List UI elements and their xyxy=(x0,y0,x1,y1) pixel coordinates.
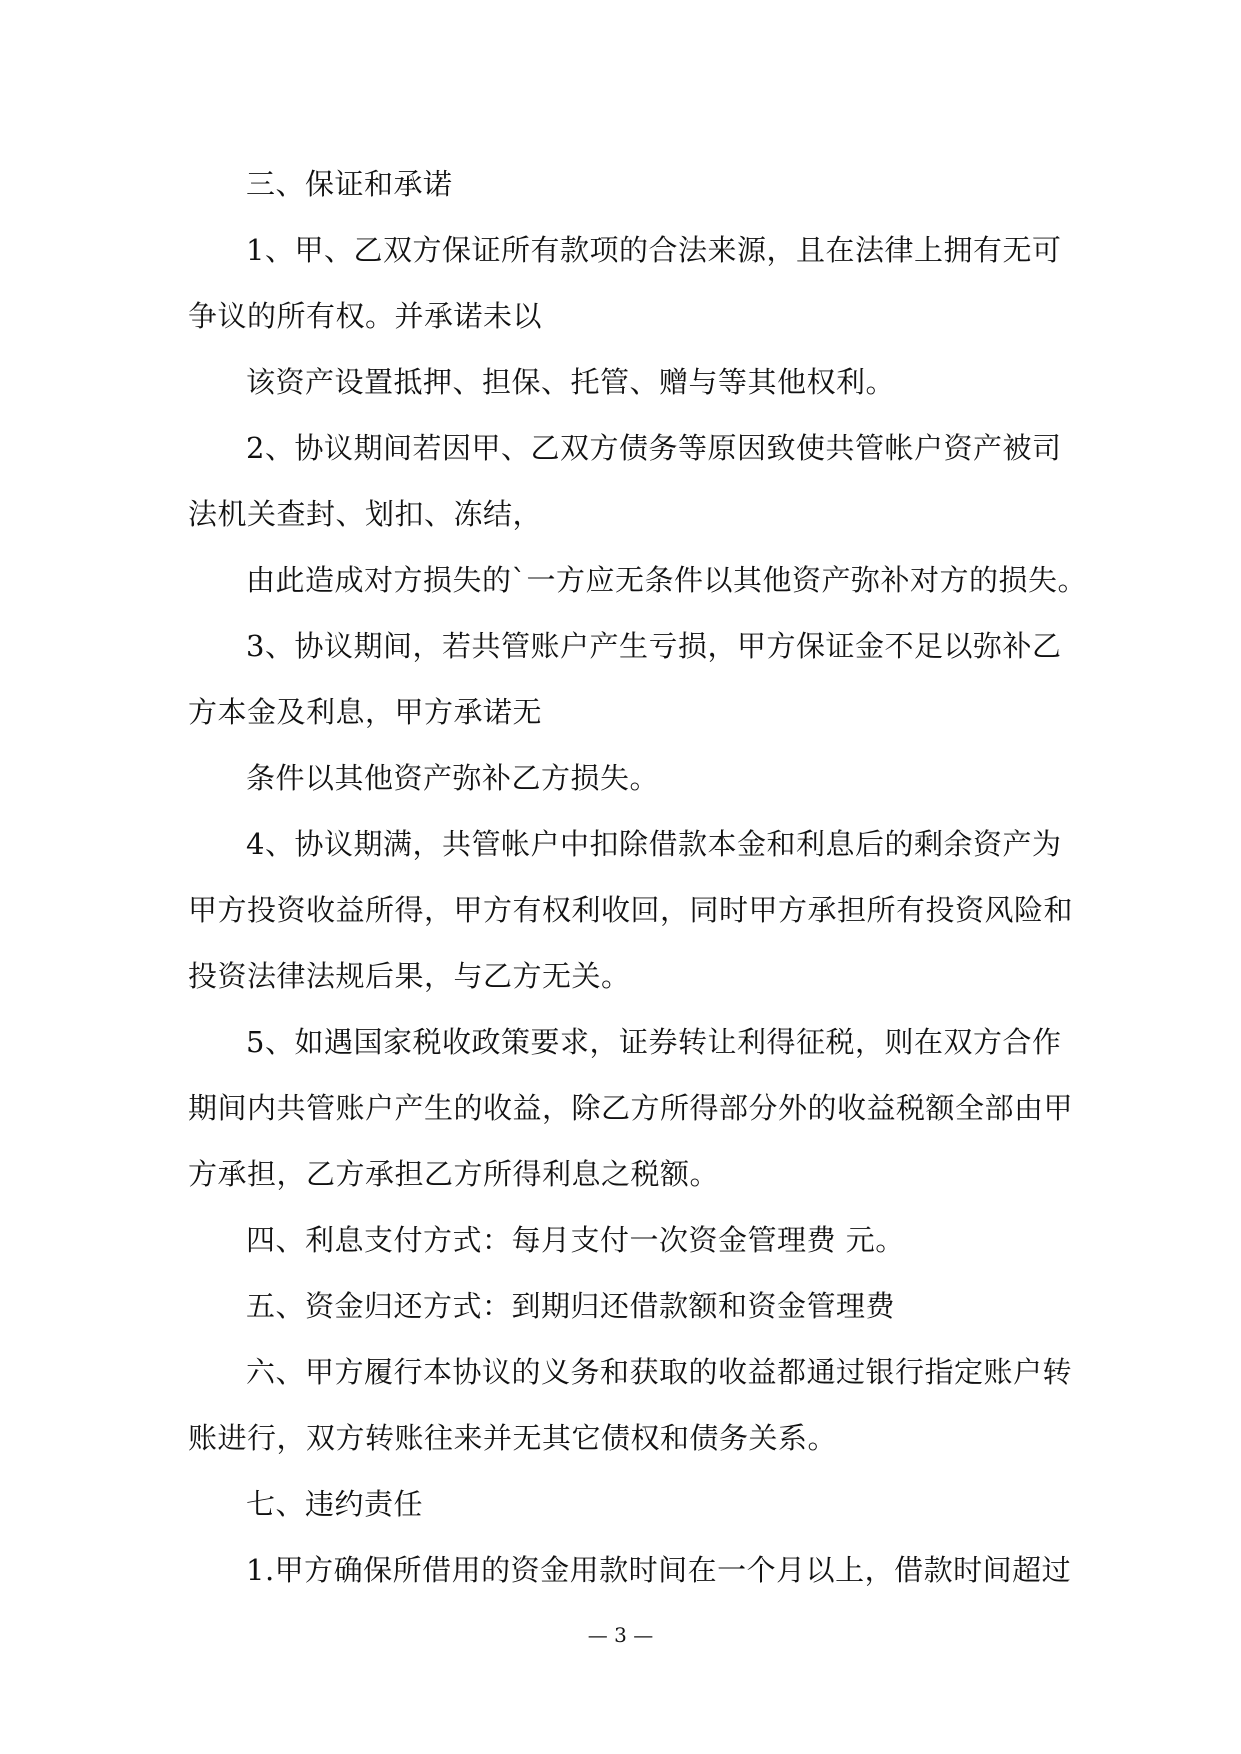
paragraph-line: 投资法律法规后果，与乙方无关。 xyxy=(188,959,631,993)
paragraph-line: 4、协议期满，共管帐户中扣除借款本金和利息后的剩余资产为 xyxy=(246,827,1062,861)
paragraph-line: 争议的所有权。并承诺未以 xyxy=(188,299,543,333)
paragraph-line: 1、甲、乙双方保证所有款项的合法来源，且在法律上拥有无可 xyxy=(246,233,1062,267)
paragraph-line: 5、如遇国家税收政策要求，证券转让利得征税，则在双方合作 xyxy=(246,1025,1062,1059)
section-heading: 三、保证和承诺 xyxy=(246,167,453,201)
section-heading: 七、违约责任 xyxy=(246,1487,424,1521)
paragraph-line: 账进行，双方转账往来并无其它债权和债务关系。 xyxy=(188,1421,838,1455)
paragraph-line: 2、协议期间若因甲、乙双方债务等原因致使共管帐户资产被司 xyxy=(246,431,1062,465)
paragraph-line: 五、资金归还方式：到期归还借款额和资金管理费 xyxy=(246,1289,896,1323)
paragraph-line: 期间内共管账户产生的收益，除乙方所得部分外的收益税额全部由甲 xyxy=(188,1091,1074,1125)
paragraph-line: 1.甲方确保所借用的资金用款时间在一个月以上，借款时间超过 xyxy=(246,1553,1072,1587)
paragraph-line: 由此造成对方损失的`一方应无条件以其他资产弥补对方的损失。 xyxy=(246,563,1088,597)
paragraph-line: 甲方投资收益所得，甲方有权利收回，同时甲方承担所有投资风险和 xyxy=(188,893,1074,927)
paragraph-line: 法机关查封、划扣、冻结， xyxy=(188,497,543,531)
paragraph-line: 条件以其他资产弥补乙方损失。 xyxy=(246,761,660,795)
page-number: — 3 — xyxy=(587,1623,654,1647)
paragraph-line: 方承担，乙方承担乙方所得利息之税额。 xyxy=(188,1157,720,1191)
paragraph-line: 该资产设置抵押、担保、托管、赠与等其他权利。 xyxy=(246,365,896,399)
paragraph-line: 六、甲方履行本协议的义务和获取的收益都通过银行指定账户转 xyxy=(246,1355,1073,1389)
paragraph-line: 四、利息支付方式：每月支付一次资金管理费 元。 xyxy=(246,1223,905,1257)
paragraph-line: 方本金及利息，甲方承诺无 xyxy=(188,695,543,729)
paragraph-line: 3、协议期间，若共管账户产生亏损，甲方保证金不足以弥补乙 xyxy=(246,629,1062,663)
